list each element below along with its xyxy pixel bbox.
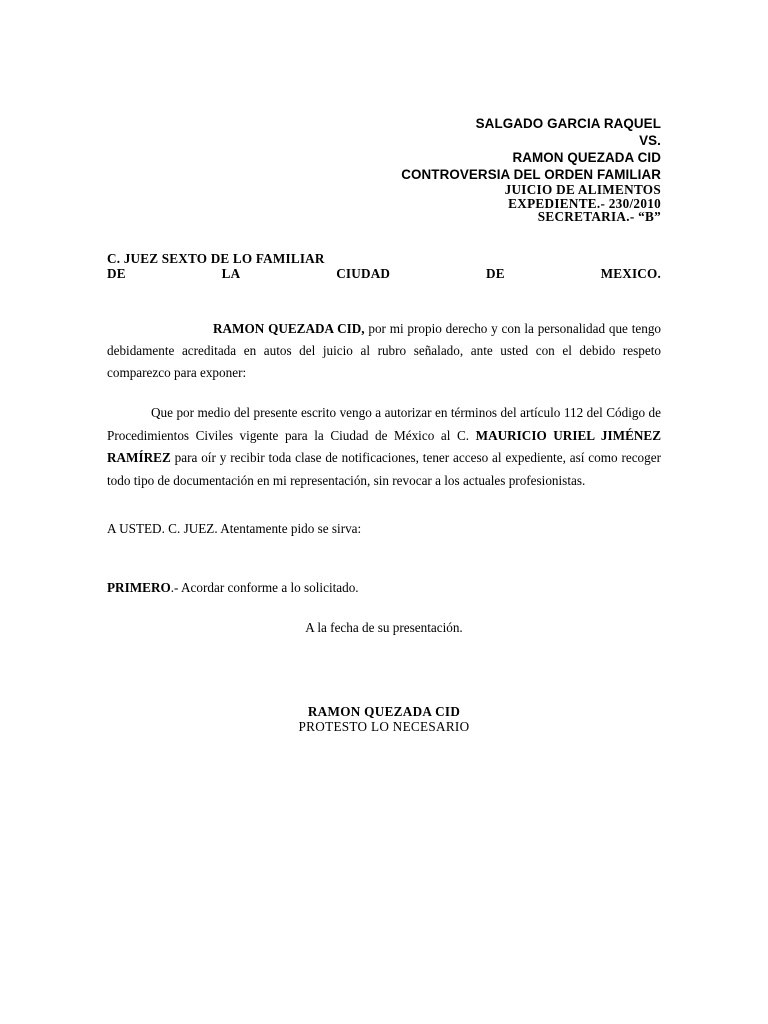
point-first-label: PRIMERO [107, 580, 171, 595]
case-caption [241, 115, 661, 224]
caption-trial: JUICIO DE ALIMENTOS [504, 182, 661, 197]
authorized-person-name: MAURICIO URIEL JIMÉNEZ RAMÍREZ [107, 427, 661, 465]
paragraph-authorization-text-b: para oír y recibir toda clase de notificaciones, tener acceso al expediente, así como recoger todo tipo de documentación en mi representación, sin revocar a los actuales profesionistas. [107, 450, 661, 488]
caption-secretary: SECRETARIA.- “B” [537, 209, 661, 224]
addressee-word: DE [107, 266, 126, 281]
signature-protest: PROTESTO LO NECESARIO [298, 719, 470, 734]
point-first-text: .- Acordar conforme a lo solicitado. [170, 580, 359, 595]
paragraph-authorization-text-a: Que por medio del presente escrito vengo a autorizar en términos del artículo 112 del Código de Procedimientos Civiles vigente para la Ciudad de México al C. [107, 405, 661, 443]
request-line: A USTED. C. JUEZ. Atentamente pido se sirva: [107, 521, 362, 536]
addressee-line-1: C. JUEZ SEXTO DE LO FAMILIAR [107, 251, 325, 266]
addressee-word: DE [486, 266, 505, 281]
paragraph-authorization [107, 402, 661, 492]
signature-name: RAMON QUEZADA CID [307, 704, 461, 719]
addressee-word: MEXICO. [600, 266, 661, 281]
addressee [107, 251, 661, 281]
caption-file-number: EXPEDIENTE.- 230/2010 [508, 195, 661, 211]
addressee-line-2 [107, 266, 661, 281]
addressee-word: LA [221, 266, 241, 281]
paragraph-appearance-text: por mi propio derecho y con la personalidad que tengo debidamente acreditada en autos del juicio al rubro señalado, ante usted con el debido respeto comparezco para exponer: [107, 321, 662, 380]
paragraph-appearance [107, 318, 661, 384]
closing-date-line: A la fecha de su presentación. [305, 620, 463, 635]
caption-defendant: RAMON QUEZADA CID [512, 150, 661, 165]
point-first [107, 577, 661, 599]
addressee-word: CIUDAD [336, 266, 391, 281]
caption-matter: CONTROVERSIA DEL ORDEN FAMILIAR [401, 167, 661, 182]
petitioner-name: RAMON QUEZADA CID, [213, 321, 365, 336]
caption-actor: SALGADO GARCIA RAQUEL [475, 116, 661, 131]
caption-versus: VS. [639, 133, 661, 148]
